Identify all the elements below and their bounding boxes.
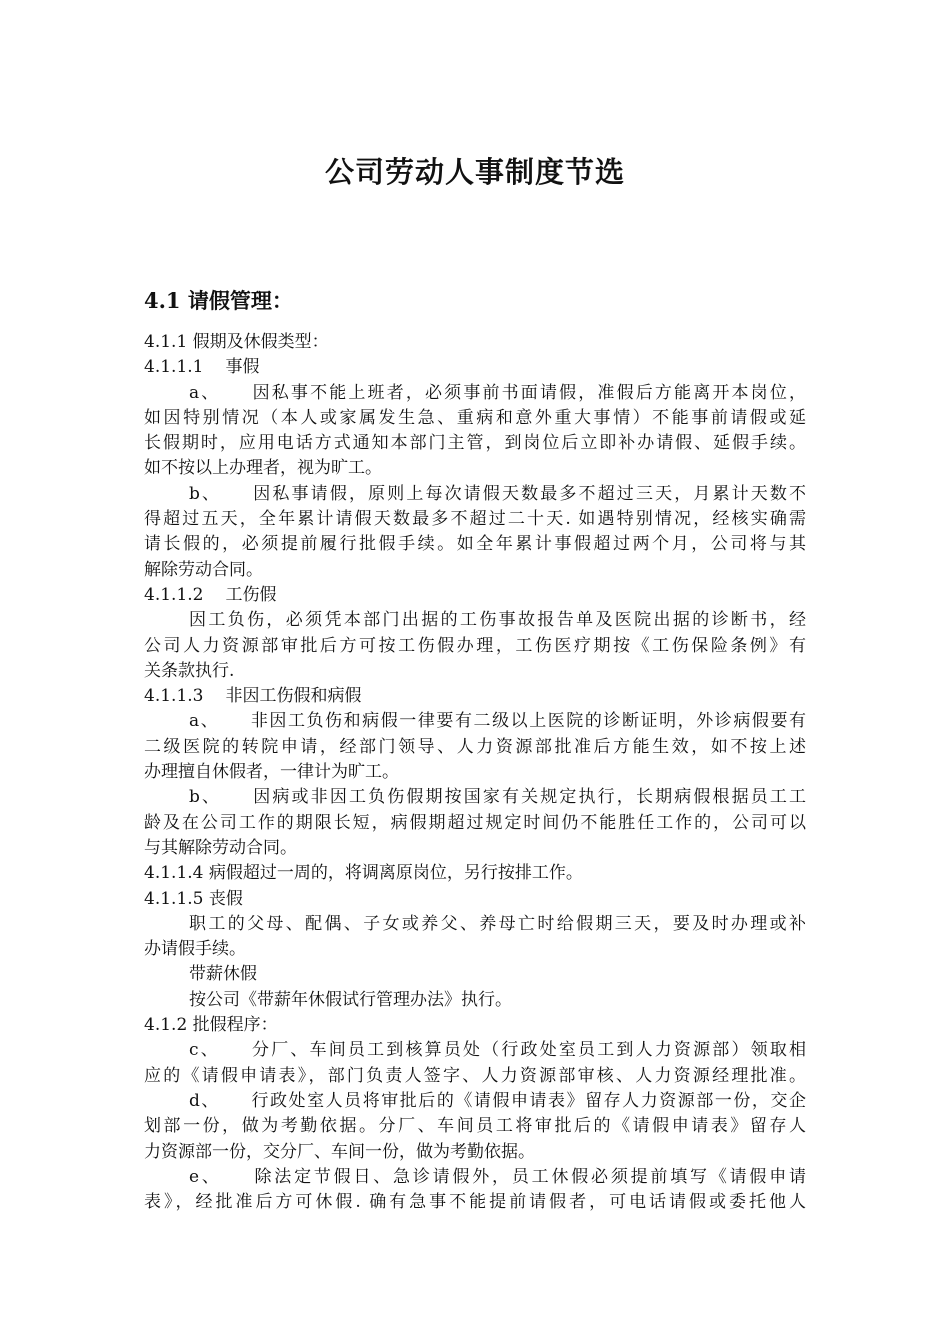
subheading-line xyxy=(144,684,806,709)
clause-title: 事假 xyxy=(225,357,260,378)
section-heading: 4.1 请假管理： xyxy=(144,288,293,313)
paragraph-line xyxy=(144,381,806,406)
clause-title: 工伤假 xyxy=(225,584,277,605)
document-title: 公司劳动人事制度节选 xyxy=(324,155,625,189)
list-text: 分厂、车间员工到核算员处（行政处室员工到人力资源部）领取相 xyxy=(249,1040,806,1061)
paragraph-line: 请长假的，必须提前履行批假手续。如全年累计事假超过两个月，公司将与其 xyxy=(144,534,806,555)
list-marker: d、 xyxy=(189,1090,220,1111)
clause-title: 非因工伤假和病假 xyxy=(225,686,362,707)
paragraph-line: 因工负伤，必须凭本部门出据的工伤事故报告单及医院出据的诊断书，经 xyxy=(189,610,806,631)
document-body xyxy=(144,330,806,1215)
list-text: 因病或非因工负伤假期按国家有关规定执行，长期病假根据员工工 xyxy=(251,787,806,808)
paragraph-line: 办请假手续。 xyxy=(144,939,246,960)
paragraph-line: 二级医院的转院申请，经部门领导、人力资源部批准后方能生效，如不按上述 xyxy=(144,736,806,757)
paragraph-line: 龄及在公司工作的期限长短，病假期超过规定时间仍不能胜任工作的，公司可以 xyxy=(144,812,806,833)
list-marker: b、 xyxy=(189,787,222,808)
paragraph-line xyxy=(144,709,806,734)
paragraph-line: 办理擅自休假者，一律计为旷工。 xyxy=(144,762,399,783)
list-marker: a、 xyxy=(189,382,221,403)
paragraph-line: 应的《请假申请表》，部门负责人签字、人力资源部审核、人力资源经理批准。 xyxy=(144,1065,806,1086)
paragraph-line: 表》，经批准后方可休假. 确有急事不能提前请假者，可电话请假或委托他人 xyxy=(144,1192,806,1213)
paragraph-line: 公司人力资源部审批后方可按工伤假办理，工伤医疗期按《工伤保险条例》有 xyxy=(144,635,806,656)
clause-number: 4.1.1.3 xyxy=(144,686,204,707)
subheading-line xyxy=(144,355,806,380)
paragraph-line: 4.1.1 假期及休假类型： xyxy=(144,332,329,352)
paragraph-line: 4.1.1.5 丧假 xyxy=(144,888,243,909)
paragraph-line: 划部一份，做为考勤依据。分厂、车间员工将审批后的《请假申请表》留存人 xyxy=(144,1116,806,1137)
paragraph-line: 4.1.2 批假程序： xyxy=(144,1015,278,1036)
paragraph-line: 职工的父母、配偶、子女或养父、养母亡时给假期三天，要及时办理或补 xyxy=(189,913,806,934)
list-text: 因私事请假，原则上每次请假天数最多不超过三天，月累计天数不 xyxy=(251,483,806,504)
paragraph-line xyxy=(144,785,806,810)
list-marker: e、 xyxy=(189,1166,222,1187)
list-text: 除法定节假日、急诊请假外，员工休假必须提前填写《请假申请 xyxy=(251,1166,806,1187)
paragraph-line: 与其解除劳动合同。 xyxy=(144,837,297,858)
list-marker: b、 xyxy=(189,483,222,504)
paragraph-line xyxy=(144,482,806,507)
paragraph-line: 如因特别情况（本人或家属发生急、重病和意外重大事情）不能事前请假或延 xyxy=(144,407,806,428)
paragraph-line: 解除劳动合同。 xyxy=(144,559,263,580)
paragraph-line: 得超过五天，全年累计请假天数最多不超过二十天. 如遇特别情况，经核实确需 xyxy=(144,509,806,530)
paragraph-line xyxy=(144,1165,806,1190)
list-text: 行政处室人员将审批后的《请假申请表》留存人力资源部一份，交企 xyxy=(249,1090,806,1111)
subheading-line xyxy=(144,583,806,608)
paragraph-line: 按公司《带薪年休假试行管理办法》执行。 xyxy=(189,989,512,1010)
paragraph-line: 4.1.1.4 病假超过一周的，将调离原岗位，另行按排工作。 xyxy=(144,863,583,884)
list-text: 非因工负伤和病假一律要有二级以上医院的诊断证明，外诊病假要有 xyxy=(249,711,806,732)
paragraph-line xyxy=(144,1089,806,1114)
paragraph-line xyxy=(144,1038,806,1063)
paragraph-line: 如不按以上办理者，视为旷工。 xyxy=(144,458,382,479)
subheading-line: 带薪休假 xyxy=(189,964,257,985)
paragraph-line: 力资源部一份，交分厂、车间一份，做为考勤依据。 xyxy=(144,1141,535,1162)
paragraph-line: 关条款执行. xyxy=(144,660,235,681)
paragraph-line: 长假期时，应用电话方式通知本部门主管，到岗位后立即补办请假、延假手续。 xyxy=(144,433,806,454)
clause-number: 4.1.1.1 xyxy=(144,357,204,378)
list-text: 因私事不能上班者，必须事前书面请假，准假后方能离开本岗位， xyxy=(250,382,806,403)
list-marker: c、 xyxy=(189,1040,220,1061)
clause-number: 4.1.1.2 xyxy=(144,584,204,605)
list-marker: a、 xyxy=(189,711,220,732)
